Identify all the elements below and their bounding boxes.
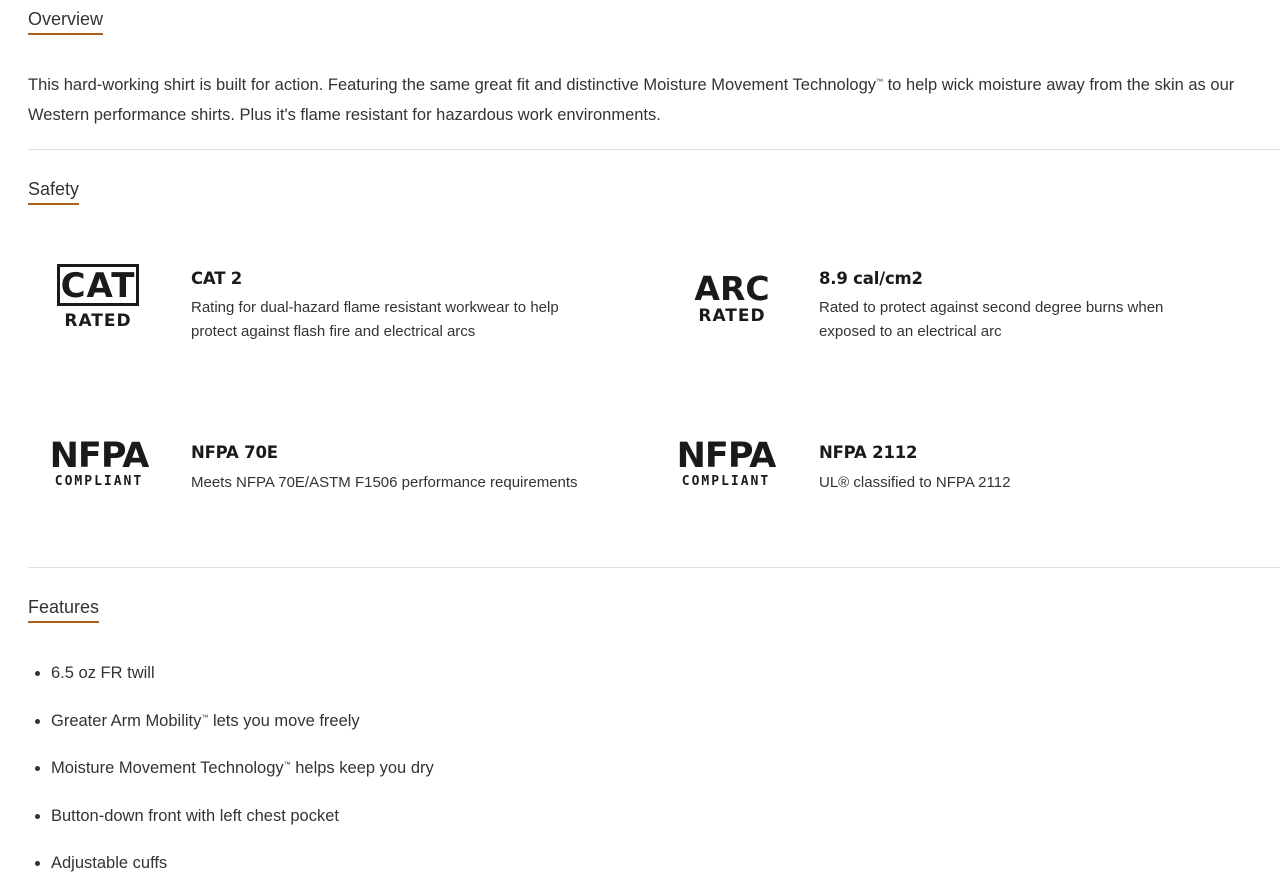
feature-text: Adjustable cuffs bbox=[51, 854, 168, 872]
nfpa-compliant-icon bbox=[45, 437, 153, 489]
safety-item-title: 8.9 cal/cm2 bbox=[819, 269, 923, 288]
safety-item-cat-2 bbox=[28, 262, 628, 362]
trademark-symbol: ™ bbox=[201, 714, 209, 721]
features-list bbox=[28, 656, 434, 894]
feature-text: Moisture Movement Technology bbox=[51, 759, 284, 777]
cat-rated-icon bbox=[54, 264, 142, 332]
safety-item-nfpa-70e bbox=[28, 437, 628, 537]
feature-text: 6.5 oz FR twill bbox=[51, 664, 155, 682]
feature-text: Button-down front with left chest pocket bbox=[51, 806, 339, 825]
trademark-symbol: ™ bbox=[283, 761, 291, 769]
feature-text-after: helps keep you dry bbox=[290, 759, 434, 777]
safety-item-description: Meets NFPA 70E/ASTM F1506 performance requirements bbox=[191, 474, 578, 491]
nfpa-main: NFPA bbox=[676, 436, 776, 476]
overview-description bbox=[28, 70, 1280, 130]
cat-rated-main: CAT bbox=[57, 264, 139, 306]
safety-item-title: CAT 2 bbox=[191, 269, 243, 288]
safety-item-description: Rated to protect against second degree burns when exposed to an electrical arc bbox=[819, 299, 1164, 340]
arc-rated-icon bbox=[693, 269, 771, 326]
feature-item bbox=[51, 656, 434, 704]
overview-heading: Overview bbox=[28, 8, 103, 35]
feature-item bbox=[51, 704, 434, 752]
safety-item-title: NFPA 2112 bbox=[819, 443, 918, 462]
safety-item-nfpa-2112 bbox=[675, 437, 1275, 537]
nfpa-compliant-icon bbox=[672, 437, 780, 489]
trademark-symbol: ™ bbox=[876, 78, 884, 86]
feature-text: Greater Arm Mobility bbox=[51, 711, 202, 730]
safety-heading: Safety bbox=[28, 178, 79, 205]
cat-rated-sub: RATED bbox=[64, 311, 132, 331]
feature-item bbox=[51, 799, 434, 847]
safety-item-title: NFPA 70E bbox=[191, 443, 278, 462]
overview-text-part2: to help wick moisture away from the skin as our Western performance shirts. Plus it's flame resistant for hazardous work environments. bbox=[28, 76, 1235, 124]
section-divider bbox=[28, 149, 1280, 150]
arc-rated-sub: RATED bbox=[698, 306, 766, 326]
safety-item-description: UL® classified to NFPA 2112 bbox=[819, 474, 1011, 491]
feature-item bbox=[51, 846, 434, 894]
section-divider bbox=[28, 567, 1280, 568]
feature-item bbox=[51, 751, 434, 799]
features-heading: Features bbox=[28, 596, 99, 623]
nfpa-sub: COMPLIANT bbox=[54, 474, 144, 489]
nfpa-main: NFPA bbox=[49, 436, 149, 476]
feature-text-after: lets you move freely bbox=[208, 711, 360, 730]
safety-item-description: Rating for dual-hazard flame resistant workwear to help protect against flash fire and electrical arcs bbox=[191, 299, 559, 340]
arc-rated-main: ARC bbox=[694, 269, 770, 308]
overview-text-part1: This hard-working shirt is built for action. Featuring the same great fit and distinctive Moisture Movement Technology bbox=[28, 76, 877, 94]
nfpa-sub: COMPLIANT bbox=[681, 474, 771, 489]
safety-item-arc-rating bbox=[675, 262, 1275, 362]
